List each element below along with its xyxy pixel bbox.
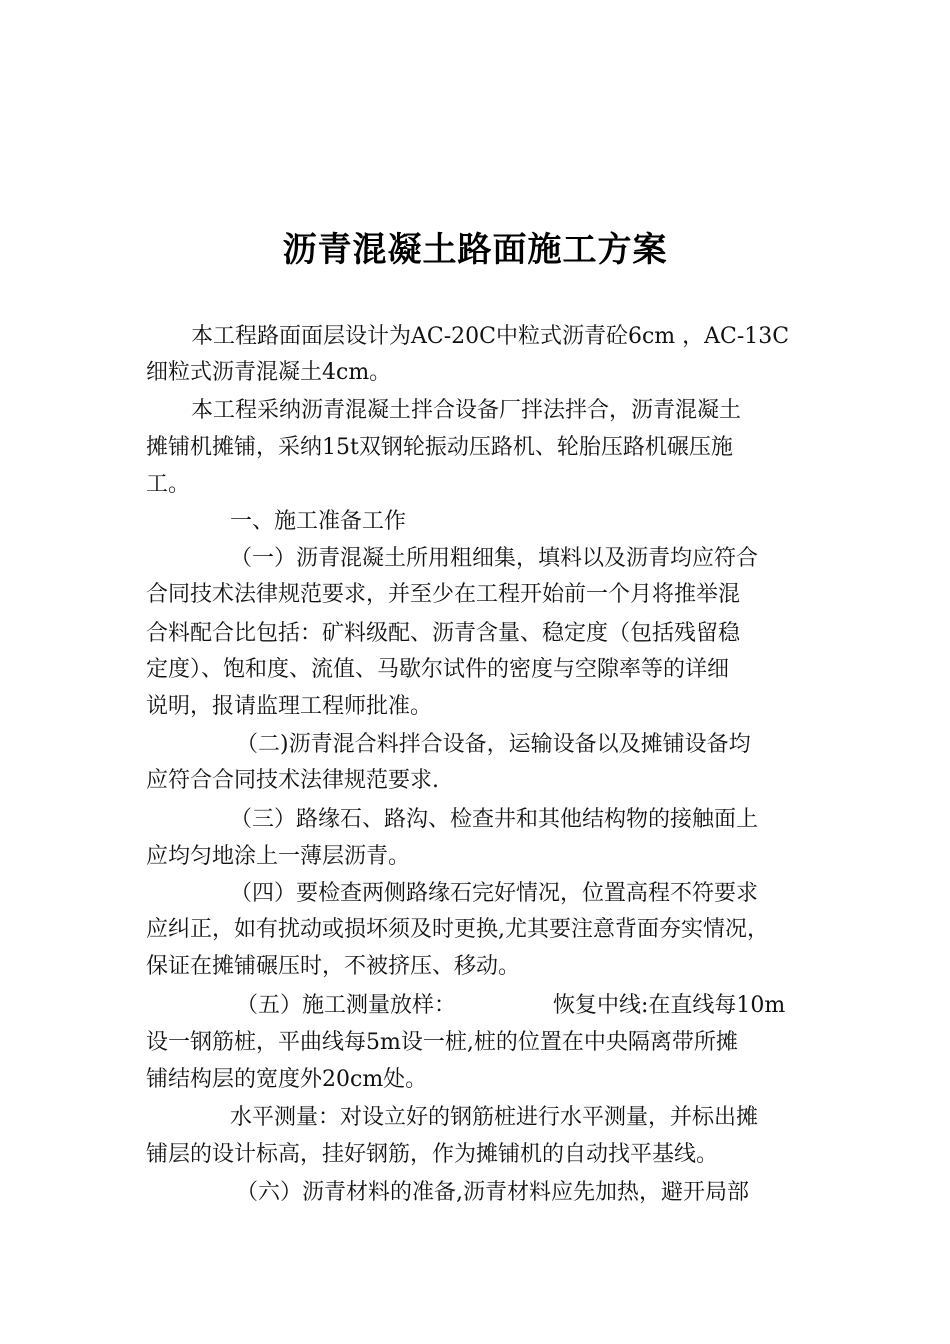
- paragraph-line: 本工程路面面层设计为AC-20C中粒式沥青砼6cm ，AC-13C: [191, 324, 790, 349]
- paragraph-line: 定度）、饱和度、流值、马歇尔试件的密度与空隙率等的详细: [146, 657, 730, 682]
- paragraph-line: 合同技术法律规范要求，并至少在工程开始前一个月将推举混: [146, 582, 741, 607]
- paragraph-line: 合料配合比包括：矿料级配、沥青含量、稳定度（包括残留稳: [146, 621, 741, 646]
- paragraph-line: 铺结构层的宽度外20cm处。: [146, 1067, 428, 1092]
- paragraph-line: 恢复中线:在直线每10m: [553, 993, 786, 1018]
- paragraph-line: （二)沥青混合料拌合设备，运输设备以及摊铺设备均: [236, 732, 751, 757]
- paragraph-line: 说明，报请监理工程师批准。: [146, 694, 433, 719]
- paragraph-line: （一）沥青混凝土所用粗细集，填料以及沥青均应符合: [230, 546, 759, 571]
- paragraph-line: 摊铺机摊铺，采纳15t双钢轮振动压路机、轮胎压路机碾压施: [146, 435, 733, 460]
- section-heading: 一、施工准备工作: [230, 509, 407, 534]
- paragraph-line: 本工程采纳沥青混凝土拌合设备厂拌法拌合，沥青混凝土: [191, 398, 742, 423]
- paragraph-line: 设一钢筋桩，平曲线每5m设一桩,桩的位置在中央隔离带所摊: [146, 1030, 738, 1055]
- paragraph-line: 应纠正，如有扰动或损坏须及时更换,尤其要注意背面夯实情况，: [146, 917, 769, 942]
- paragraph-line: 应符合合同技术法律规范要求.: [146, 768, 439, 793]
- paragraph-line: （五）施工测量放样：: [236, 993, 457, 1018]
- paragraph-line: 铺层的设计标高，挂好钢筋，作为摊铺机的自动找平基线。: [146, 1142, 719, 1167]
- paragraph-line: （三）路缘石、路沟、检查井和其他结构物的接触面上: [230, 807, 759, 832]
- paragraph-line: 保证在摊铺碾压时，不被挤压、移动。: [146, 954, 521, 979]
- paragraph-line: 水平测量：对设立好的钢筋桩进行水平测量，并标出摊: [230, 1105, 759, 1130]
- document-title: 沥青混凝土路面施工方案: [282, 230, 668, 270]
- paragraph-line: 工。: [146, 472, 191, 497]
- paragraph-line: 细粒式沥青混凝土4cm。: [146, 360, 392, 385]
- paragraph-line: （四）要检查两侧路缘石完好情况，位置高程不符要求: [230, 881, 759, 906]
- paragraph-line: 应均匀地涂上一薄层沥青。: [146, 844, 411, 869]
- paragraph-line: （六）沥青材料的准备,沥青材料应先加热，避开局部: [236, 1180, 749, 1205]
